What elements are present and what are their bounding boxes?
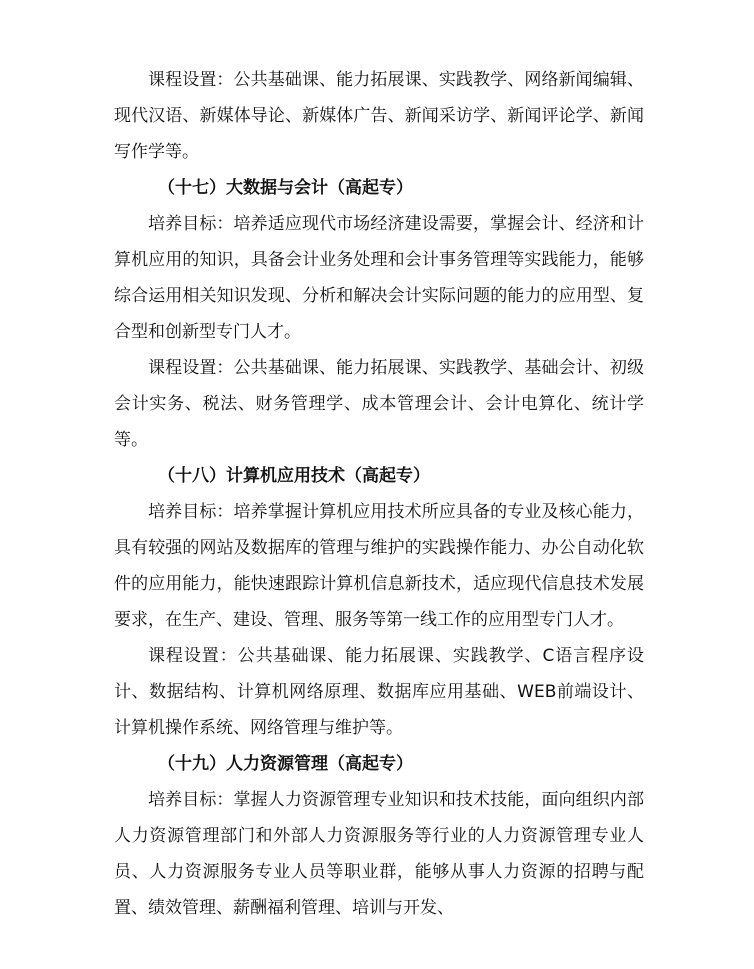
paragraph-course-settings-accounting: 课程设置：公共基础课、能力拓展课、实践教学、基础会计、初级会计实务、税法、财务管理学、成本管理会计、会计电算化、统计学等。 [114, 358, 644, 450]
paragraph-training-goal-computer: 培养目标：培养掌握计算机应用技术所应具备的专业及核心能力，具有较强的网站及数据库的管理与维护的实践操作能力、办公自动化软件的应用能力，能快速跟踪计算机信息新技术，适应现代信息技术发展要求，在生产、建设、管理、服务等第一线工作的应用型专门人才。 [114, 502, 644, 630]
section-heading-human-resources: （十九）人力资源管理（高起专） [158, 754, 413, 774]
paragraph-course-settings-computer: 课程设置：公共基础课、能力拓展课、实践教学、C语言程序设计、数据结构、计算机网络原理、数据库应用基础、WEB前端设计、计算机操作系统、网络管理与维护等。 [114, 646, 644, 738]
section-heading-big-data-accounting: （十七）大数据与会计（高起专） [158, 178, 413, 198]
paragraph-training-goal-accounting: 培养目标：培养适应现代市场经济建设需要，掌握会计、经济和计算机应用的知识，具备会计业务处理和会计事务管理等实践能力，能够综合运用相关知识发现、分析和解决会计实际问题的能力的应用型、复合型和创新型专门人才。 [114, 214, 644, 342]
paragraph-training-goal-hr: 培养目标：掌握人力资源管理专业知识和技术技能，面向组织内部人力资源管理部门和外部人力资源服务等行业的人力资源管理专业人员、人力资源服务专业人员等职业群，能够从事人力资源的招聘与配置、绩效管理、薪酬福利管理、培训与开发、 [114, 790, 644, 918]
paragraph-course-settings-news: 课程设置：公共基础课、能力拓展课、实践教学、网络新闻编辑、现代汉语、新媒体导论、新媒体广告、新闻采访学、新闻评论学、新闻写作学等。 [114, 70, 644, 162]
section-heading-computer-application: （十八）计算机应用技术（高起专） [158, 466, 430, 486]
document-body [114, 62, 644, 926]
